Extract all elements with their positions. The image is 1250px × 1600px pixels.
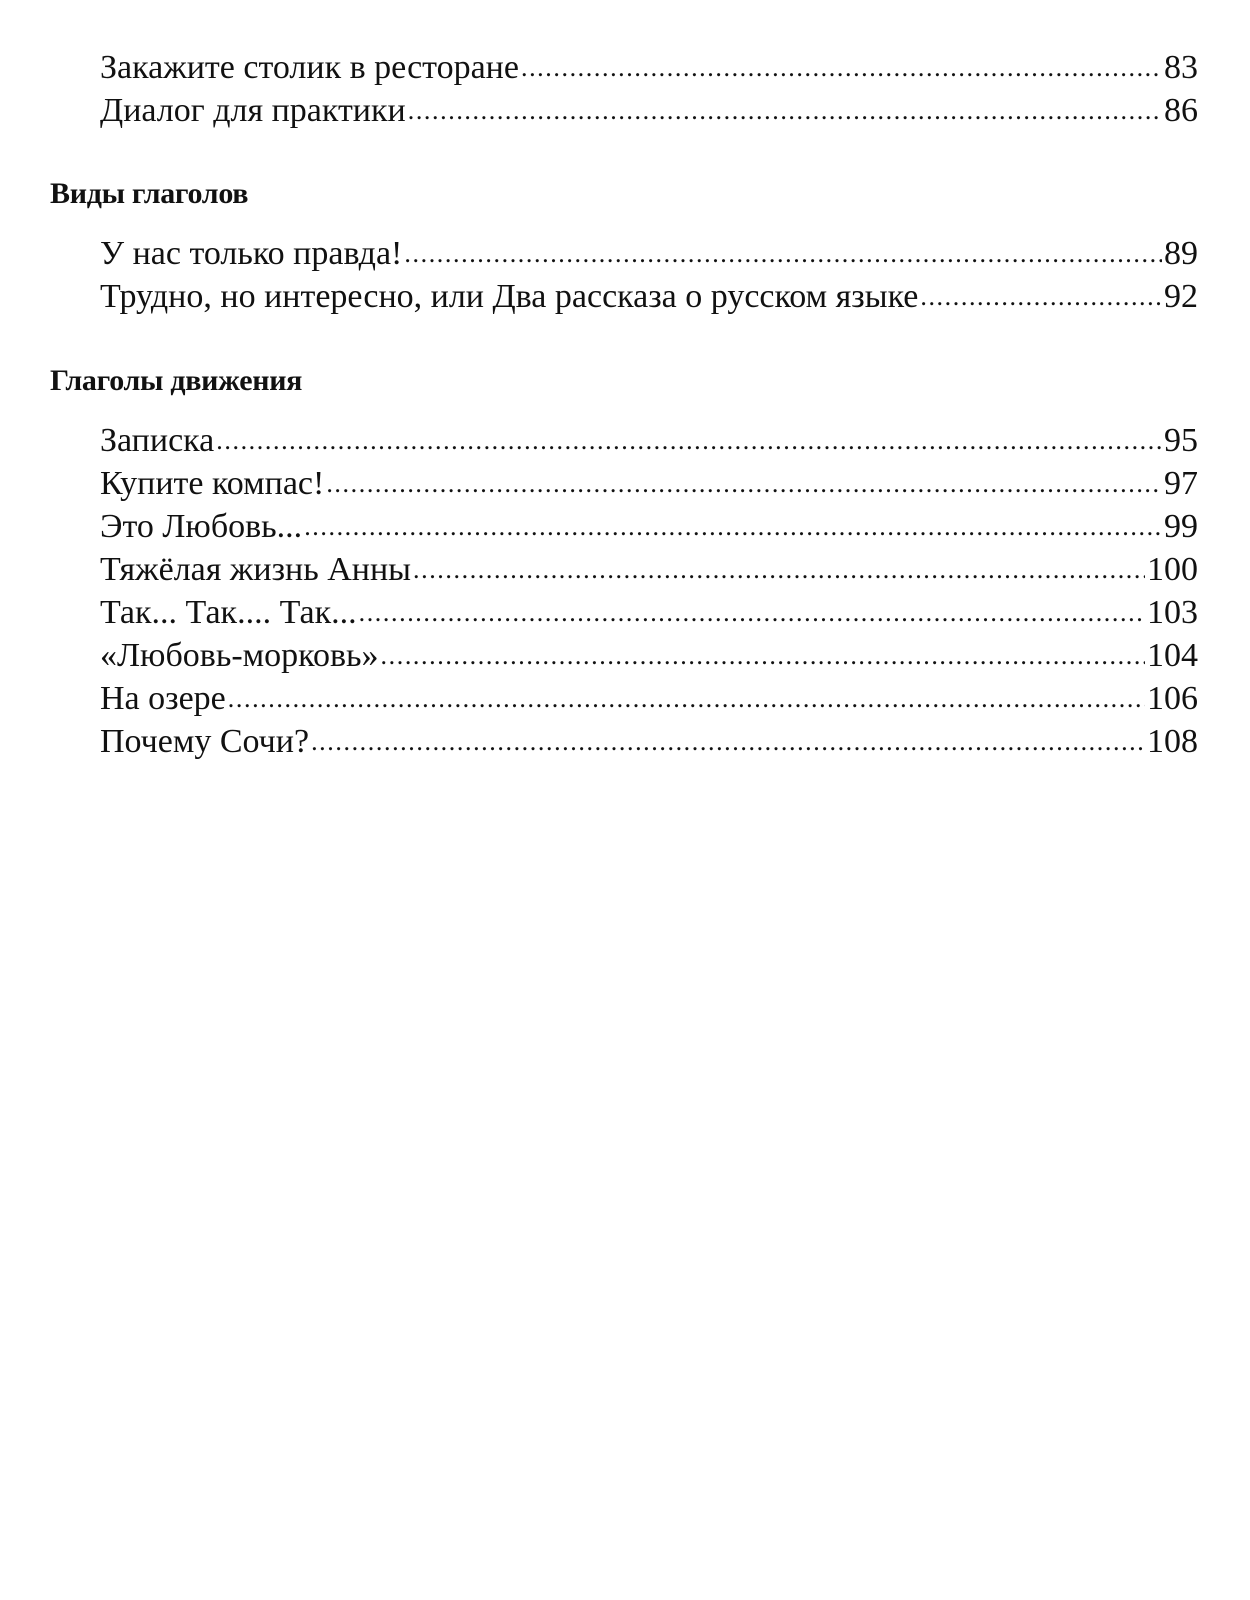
toc-entry-page: 86 [1164, 92, 1198, 129]
dot-leader [216, 419, 1162, 463]
toc-entry-title: Записка [100, 422, 215, 459]
toc-entry[interactable] [100, 591, 1198, 635]
toc-entry-title: Закажите столик в ресторане [100, 49, 519, 86]
toc-entry-title: Тяжёлая жизнь Анны [100, 551, 411, 588]
toc-entry-title: Почему Сочи? [100, 723, 310, 760]
section-heading: Глаголы движения [50, 364, 303, 397]
toc-entry-page: 104 [1147, 637, 1198, 674]
dot-leader [521, 46, 1162, 90]
section-heading: Виды глаголов [50, 177, 249, 210]
toc-entry-page: 92 [1164, 278, 1198, 315]
toc-entry-page: 108 [1147, 723, 1198, 760]
toc-entry[interactable] [100, 232, 1198, 276]
dot-leader [920, 275, 1162, 319]
toc-entry[interactable] [100, 89, 1198, 133]
toc-entry-page: 97 [1164, 465, 1198, 502]
toc-entry[interactable] [100, 275, 1198, 319]
toc-entry-title: Так... Так.... Так... [100, 594, 357, 631]
toc-entry-page: 99 [1164, 508, 1198, 545]
toc-entry-title: Трудно, но интересно, или Два рассказа о русском языке [100, 278, 919, 315]
toc-entry-title: Купите компас! [100, 465, 325, 502]
dot-leader [228, 677, 1145, 721]
toc-entry-page: 106 [1147, 680, 1198, 717]
toc-entry[interactable] [100, 548, 1198, 592]
toc-entry-page: 100 [1147, 551, 1198, 588]
toc-entry[interactable] [100, 462, 1198, 506]
dot-leader [304, 505, 1162, 549]
dot-leader [311, 720, 1145, 764]
toc-entry-title: Диалог для практики [100, 92, 406, 129]
dot-leader [413, 548, 1145, 592]
toc-entry-title: На озере [100, 680, 226, 717]
toc-entry[interactable] [100, 720, 1198, 764]
toc-entry-page: 83 [1164, 49, 1198, 86]
toc-entry-title: У нас только правда! [100, 235, 403, 272]
toc-entry-title: «Любовь-морковь» [100, 637, 379, 674]
dot-leader [381, 634, 1145, 678]
toc-entry[interactable] [100, 505, 1198, 549]
dot-leader [404, 232, 1162, 276]
toc-entry-page: 103 [1147, 594, 1198, 631]
toc-entry-page: 95 [1164, 422, 1198, 459]
toc-entry[interactable] [100, 46, 1198, 90]
toc-entry[interactable] [100, 634, 1198, 678]
dot-leader [326, 462, 1162, 506]
toc-entry-title: Это Любовь... [100, 508, 303, 545]
dot-leader [408, 89, 1162, 133]
toc-entry[interactable] [100, 419, 1198, 463]
toc-entry-page: 89 [1164, 235, 1198, 272]
toc-entry[interactable] [100, 677, 1198, 721]
dot-leader [359, 591, 1145, 635]
